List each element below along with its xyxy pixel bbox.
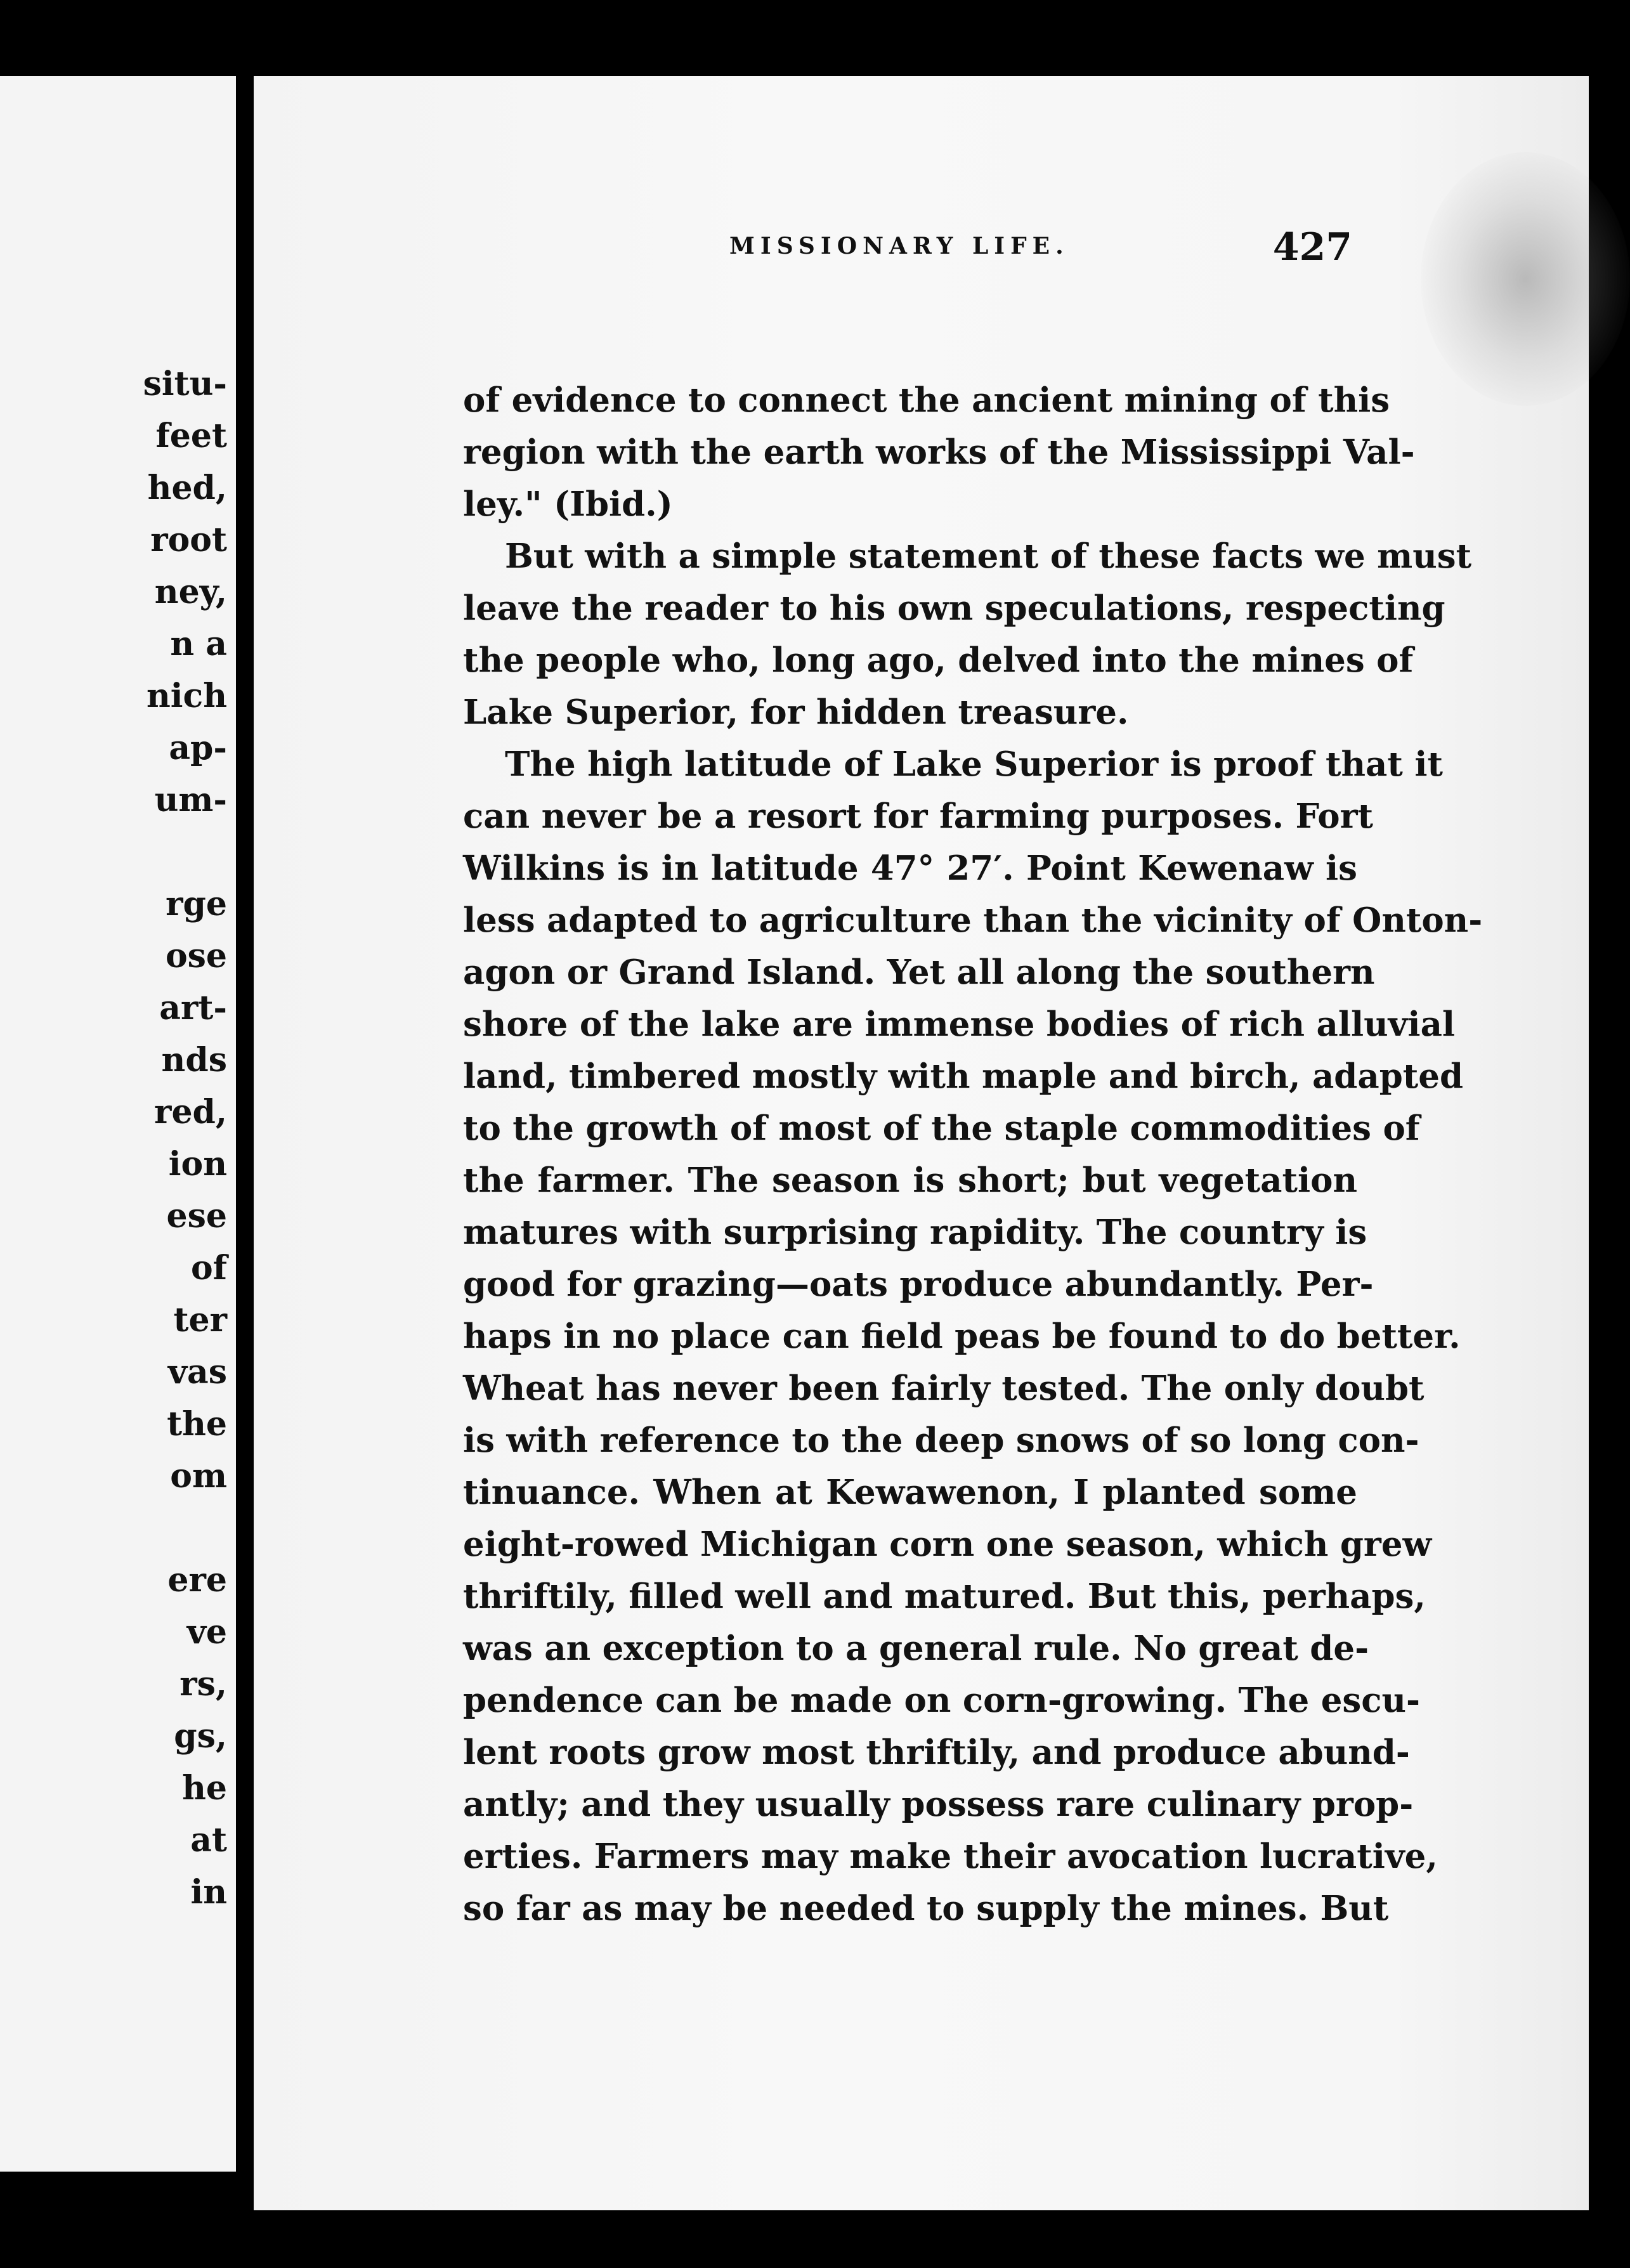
facing-page-fragment: ose: [165, 937, 227, 975]
facing-page-fragment: n a: [170, 625, 227, 663]
facing-page-fragment: ere: [167, 1561, 227, 1600]
body-text: [463, 374, 1483, 1934]
page-stain: [1421, 152, 1630, 406]
facing-page-fragment: nds: [161, 1041, 227, 1079]
text-line: Wheat has never been fairly tested. The only doubt: [463, 1369, 1425, 1408]
facing-page-fragment: gs,: [174, 1717, 227, 1756]
text-line: of evidence to connect the ancient mining of this: [463, 381, 1390, 420]
text-line: good for grazing—oats produce abundantly. Per-: [463, 1265, 1374, 1304]
text-line: ley." (Ibid.): [463, 485, 673, 524]
facing-page-fragment: at: [190, 1821, 227, 1860]
text-line: the farmer. The season is short; but vegetation: [463, 1161, 1357, 1200]
text-line: tinuance. When at Kewawenon, I planted some: [463, 1473, 1357, 1512]
facing-page-fragment: in: [190, 1873, 227, 1912]
text-line: agon or Grand Island. Yet all along the southern: [463, 953, 1375, 992]
facing-page-fragment: red,: [154, 1093, 227, 1131]
text-line: is with reference to the deep snows of so long con-: [463, 1421, 1419, 1460]
text-line: eight-rowed Michigan corn one season, which grew: [463, 1525, 1432, 1564]
facing-page-fragment: ve: [186, 1613, 227, 1652]
text-line: matures with surprising rapidity. The country is: [463, 1213, 1367, 1252]
facing-page-fragment: rs,: [179, 1665, 227, 1704]
facing-page-fragment: ney,: [154, 573, 227, 611]
text-line: antly; and they usually possess rare culinary prop-: [463, 1785, 1414, 1824]
page-number: 427: [1272, 225, 1352, 270]
text-line: Wilkins is in latitude 47° 27′. Point Kewenaw is: [463, 849, 1357, 888]
book-gutter: [236, 70, 254, 2213]
facing-page-fragment: the: [167, 1405, 227, 1444]
facing-page-fragment: ese: [166, 1197, 227, 1235]
text-line: shore of the lake are immense bodies of rich alluvial: [463, 1005, 1456, 1044]
facing-page-fragment: art-: [159, 989, 227, 1027]
facing-page-fragment: feet: [155, 417, 227, 455]
text-line: less adapted to agriculture than the vicinity of Onton-: [463, 901, 1483, 940]
facing-page-fragment: ter: [173, 1301, 227, 1339]
text-line: can never be a resort for farming purposes. Fort: [463, 797, 1374, 836]
facing-page-fragment: root: [150, 521, 227, 559]
text-line: region with the earth works of the Mississippi Val-: [463, 433, 1415, 472]
text-line: to the growth of most of the staple commodities of: [463, 1109, 1420, 1148]
text-line: haps in no place can field peas be found to do better.: [463, 1317, 1461, 1356]
text-line: pendence can be made on corn-growing. The escu-: [463, 1681, 1421, 1720]
text-line: was an exception to a general rule. No great de-: [463, 1629, 1369, 1668]
running-title: MISSIONARY LIFE.: [729, 233, 1069, 259]
facing-page-fragment: om: [170, 1457, 227, 1496]
facing-page-fragment: vas: [167, 1353, 227, 1391]
text-line: The high latitude of Lake Superior is proof that it: [505, 745, 1443, 784]
text-line: the people who, long ago, delved into the mines of: [463, 641, 1414, 680]
text-line: land, timbered mostly with maple and birch, adapted: [463, 1057, 1464, 1096]
facing-page-left: [0, 76, 240, 2172]
facing-page-fragment: um-: [154, 781, 227, 819]
facing-page-fragment: he: [182, 1769, 227, 1808]
facing-page-fragment: of: [190, 1249, 227, 1287]
facing-page-fragment: nich: [146, 677, 227, 715]
text-line: But with a simple statement of these facts we must: [505, 537, 1472, 576]
facing-page-fragment: ion: [168, 1145, 227, 1183]
running-head: [471, 225, 1352, 276]
text-line: thriftily, filled well and matured. But this, perhaps,: [463, 1577, 1426, 1616]
text-line: erties. Farmers may make their avocation lucrative,: [463, 1837, 1438, 1876]
text-line: Lake Superior, for hidden treasure.: [463, 693, 1129, 732]
text-line: so far as may be needed to supply the mines. But: [463, 1889, 1389, 1928]
text-line: lent roots grow most thriftily, and produce abund-: [463, 1733, 1410, 1772]
facing-page-fragment: rge: [166, 885, 227, 923]
text-line: leave the reader to his own speculations, respecting: [463, 589, 1445, 628]
facing-page-fragment: hed,: [147, 469, 227, 507]
facing-page-fragment: ap-: [169, 729, 227, 767]
facing-page-fragment: situ-: [143, 365, 227, 403]
